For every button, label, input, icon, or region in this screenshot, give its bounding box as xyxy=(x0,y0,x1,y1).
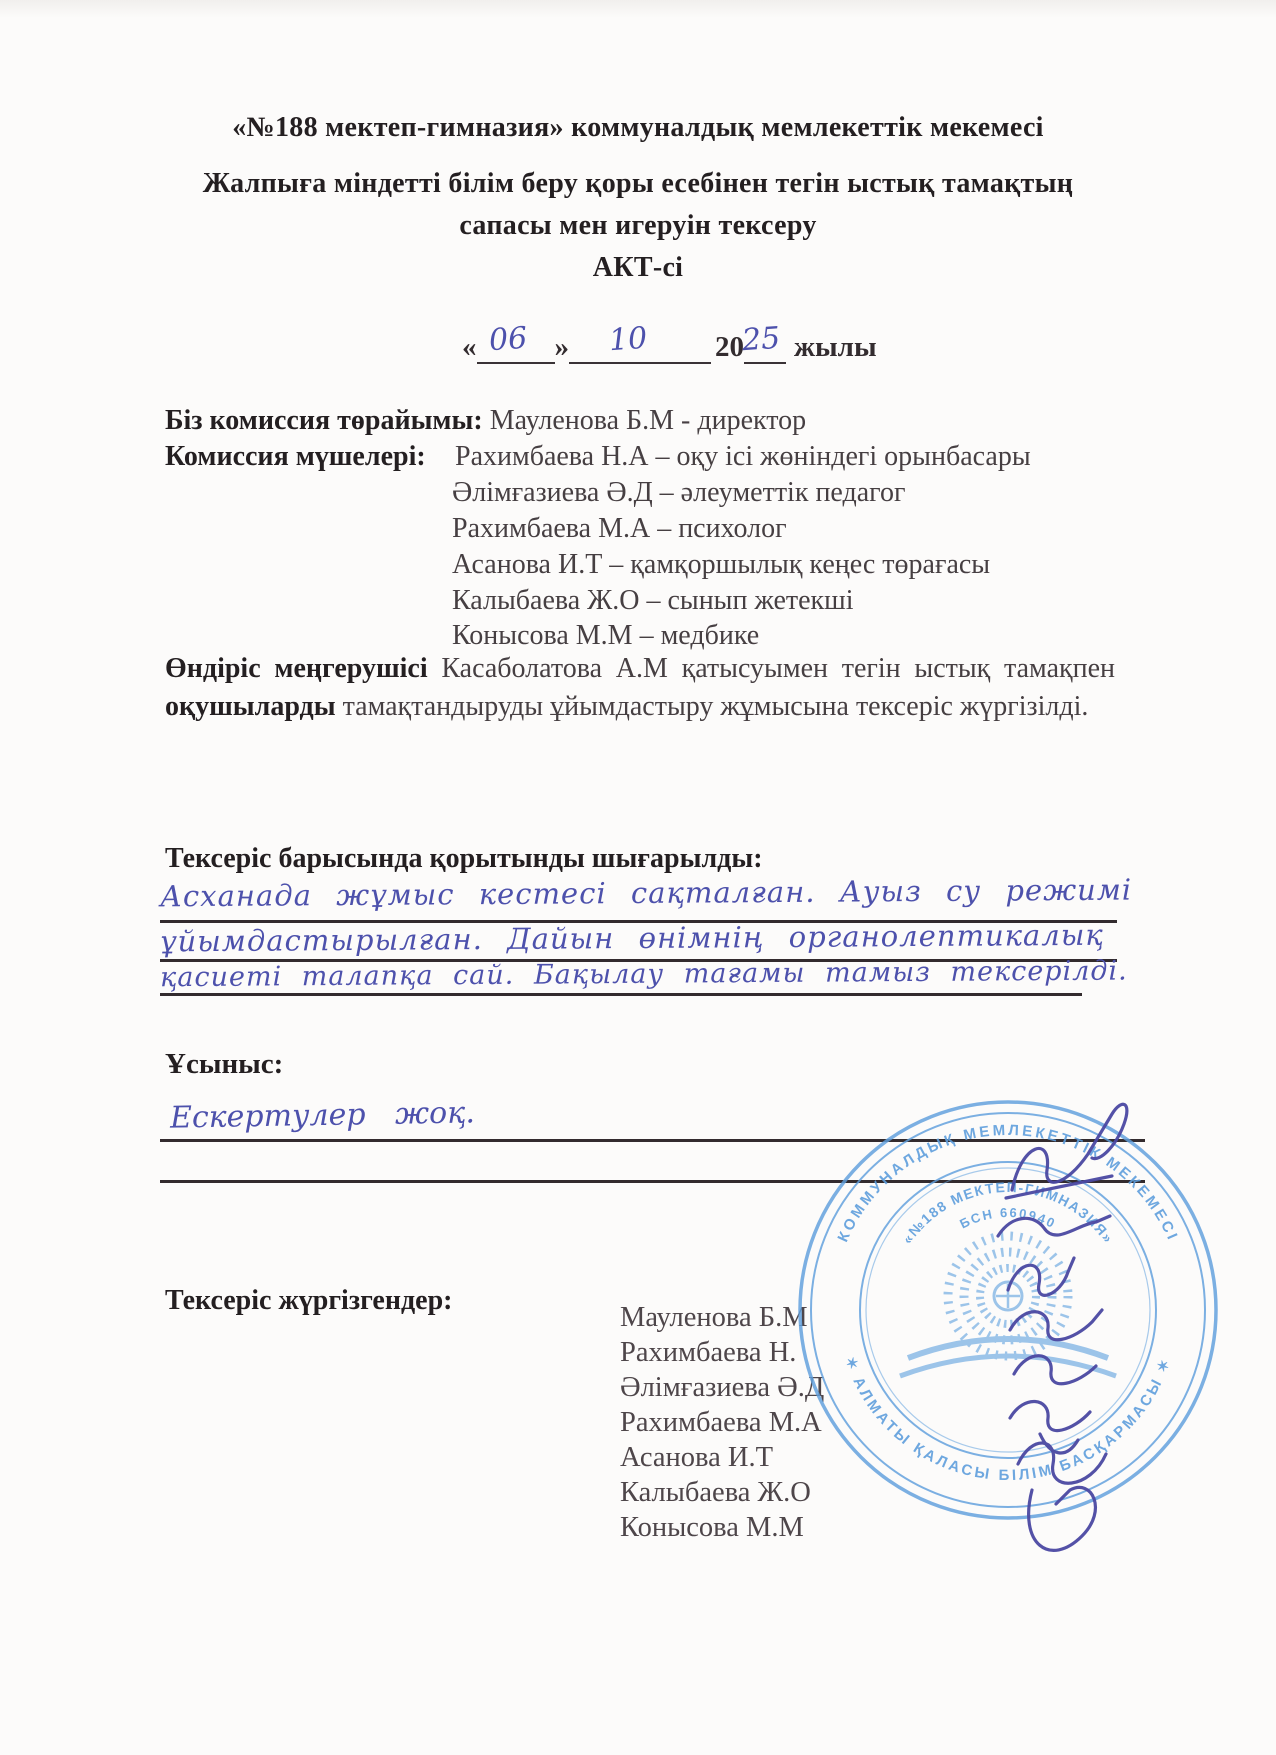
inspector-name: Калыбаева Ж.О xyxy=(620,1477,811,1508)
inspectors-heading: Тексеріс жүргізгендер: xyxy=(165,1285,453,1316)
state-emblem-icon xyxy=(900,1236,1116,1376)
date-year-blank xyxy=(740,320,786,364)
inspector-name: Конысова М.М xyxy=(620,1512,804,1543)
date-suffix: жылы xyxy=(794,331,877,363)
commission-chair-value: Мауленова Б.М - директор xyxy=(489,405,807,436)
findings-handwritten-2: ұйымдастырылған. Дайын өнімнің органолептикалық xyxy=(159,917,1105,959)
commission-members-label: Комиссия мүшелері: xyxy=(165,441,426,472)
commission-member: Әлімғазиева Ә.Д – әлеуметтік педагог xyxy=(452,477,906,508)
official-stamp xyxy=(760,1058,1276,1638)
body-paragraph xyxy=(165,650,1115,726)
stamp-ring-bottom-text: ✶ АЛМАТЫ ҚАЛАСЫ БІЛІМ БАСҚАРМАСЫ ✶ xyxy=(841,1354,1175,1485)
commission-member: Калыбаева Ж.О – сынып жетекші xyxy=(452,585,854,616)
findings-handwritten-3: қасиеті талапқа сай. Бақылау тағамы тамыз тексерілді. xyxy=(159,955,1128,994)
inspector-name: Рахимбаева М.А xyxy=(620,1407,822,1438)
inspector-name: Мауленова Б.М xyxy=(620,1302,808,1333)
commission-member: Рахимбаева М.А – психолог xyxy=(452,513,787,544)
inspector-name: Асанова И.Т xyxy=(620,1442,773,1473)
date-day-handwritten: 06 xyxy=(487,320,528,359)
paragraph-bold-lead: Өндіріс меңгерушісі xyxy=(165,653,428,684)
findings-heading: Тексеріс барысында қорытынды шығарылды: xyxy=(165,843,763,874)
commission-chair-row xyxy=(165,405,806,437)
stamp-inner-title: «№188 МЕКТЕП-ГИМНАЗИЯ» xyxy=(898,1178,1118,1247)
commission-member: Асанова И.Т – қамқоршылық кеңес төрағасы xyxy=(452,549,991,580)
findings-ruled-line xyxy=(159,955,1128,996)
date-open-quote: « xyxy=(462,331,477,363)
paragraph-text: Касаболатова А.М қатысуымен тегін ыстық тамақпен xyxy=(427,653,1115,684)
date-month-handwritten: 10 xyxy=(607,320,649,359)
findings-ruled-line xyxy=(159,872,1133,923)
doc-title-line1: Жалпыға міндетті білім беру қоры есебінен тегін ыстық тамақтың xyxy=(202,168,1074,199)
date-year-handwritten: 25 xyxy=(740,320,782,359)
doc-title-line2: сапасы мен игеруін тексеру xyxy=(459,210,817,241)
commission-member: Рахимбаева Н.А – оқу ісі жөніндегі орынбасары xyxy=(455,441,1031,472)
date-line xyxy=(462,320,877,364)
commission-chair-label: Біз комиссия төрайымы: xyxy=(165,405,483,436)
proposal-heading: Ұсыныс: xyxy=(165,1048,284,1080)
date-day-blank xyxy=(477,320,555,364)
doc-title-line3: АКТ-сі xyxy=(592,252,684,283)
svg-text:✶ АЛМАТЫ ҚАЛАСЫ БІЛІМ БАСҚАРМА xyxy=(841,1355,1175,1484)
proposal-handwritten: Ескертулер жоқ. xyxy=(169,1095,476,1136)
commission-member: Конысова М.М – медбике xyxy=(452,620,760,651)
findings-handwritten-1: Асханада жұмыс кестесі сақталған. Ауыз су режимі xyxy=(159,872,1133,914)
stamp-bsn-text: БСН 660940 xyxy=(957,1204,1059,1232)
date-close-quote: » xyxy=(554,331,569,363)
paragraph-bold-mid: оқушыларды xyxy=(165,691,336,722)
inspector-name: Рахимбаева Н. xyxy=(620,1337,797,1368)
paragraph-text: тамақтандыруды ұйымдастыру жұмысына тексеріс жүргізілді. xyxy=(335,691,1089,722)
stamp-ring-top-text: КОММУНАЛДЫҚ МЕМЛЕКЕТТІК МЕКЕМЕСІ xyxy=(834,1121,1182,1245)
date-month-blank xyxy=(569,320,711,364)
inspector-name: Әлімғазиева Ә.Д xyxy=(620,1372,825,1403)
org-name: «№188 мектеп-гимназия» коммуналдық мемлекеттік мекемесі xyxy=(232,112,1044,143)
date-year-printed: 20 xyxy=(715,331,744,363)
